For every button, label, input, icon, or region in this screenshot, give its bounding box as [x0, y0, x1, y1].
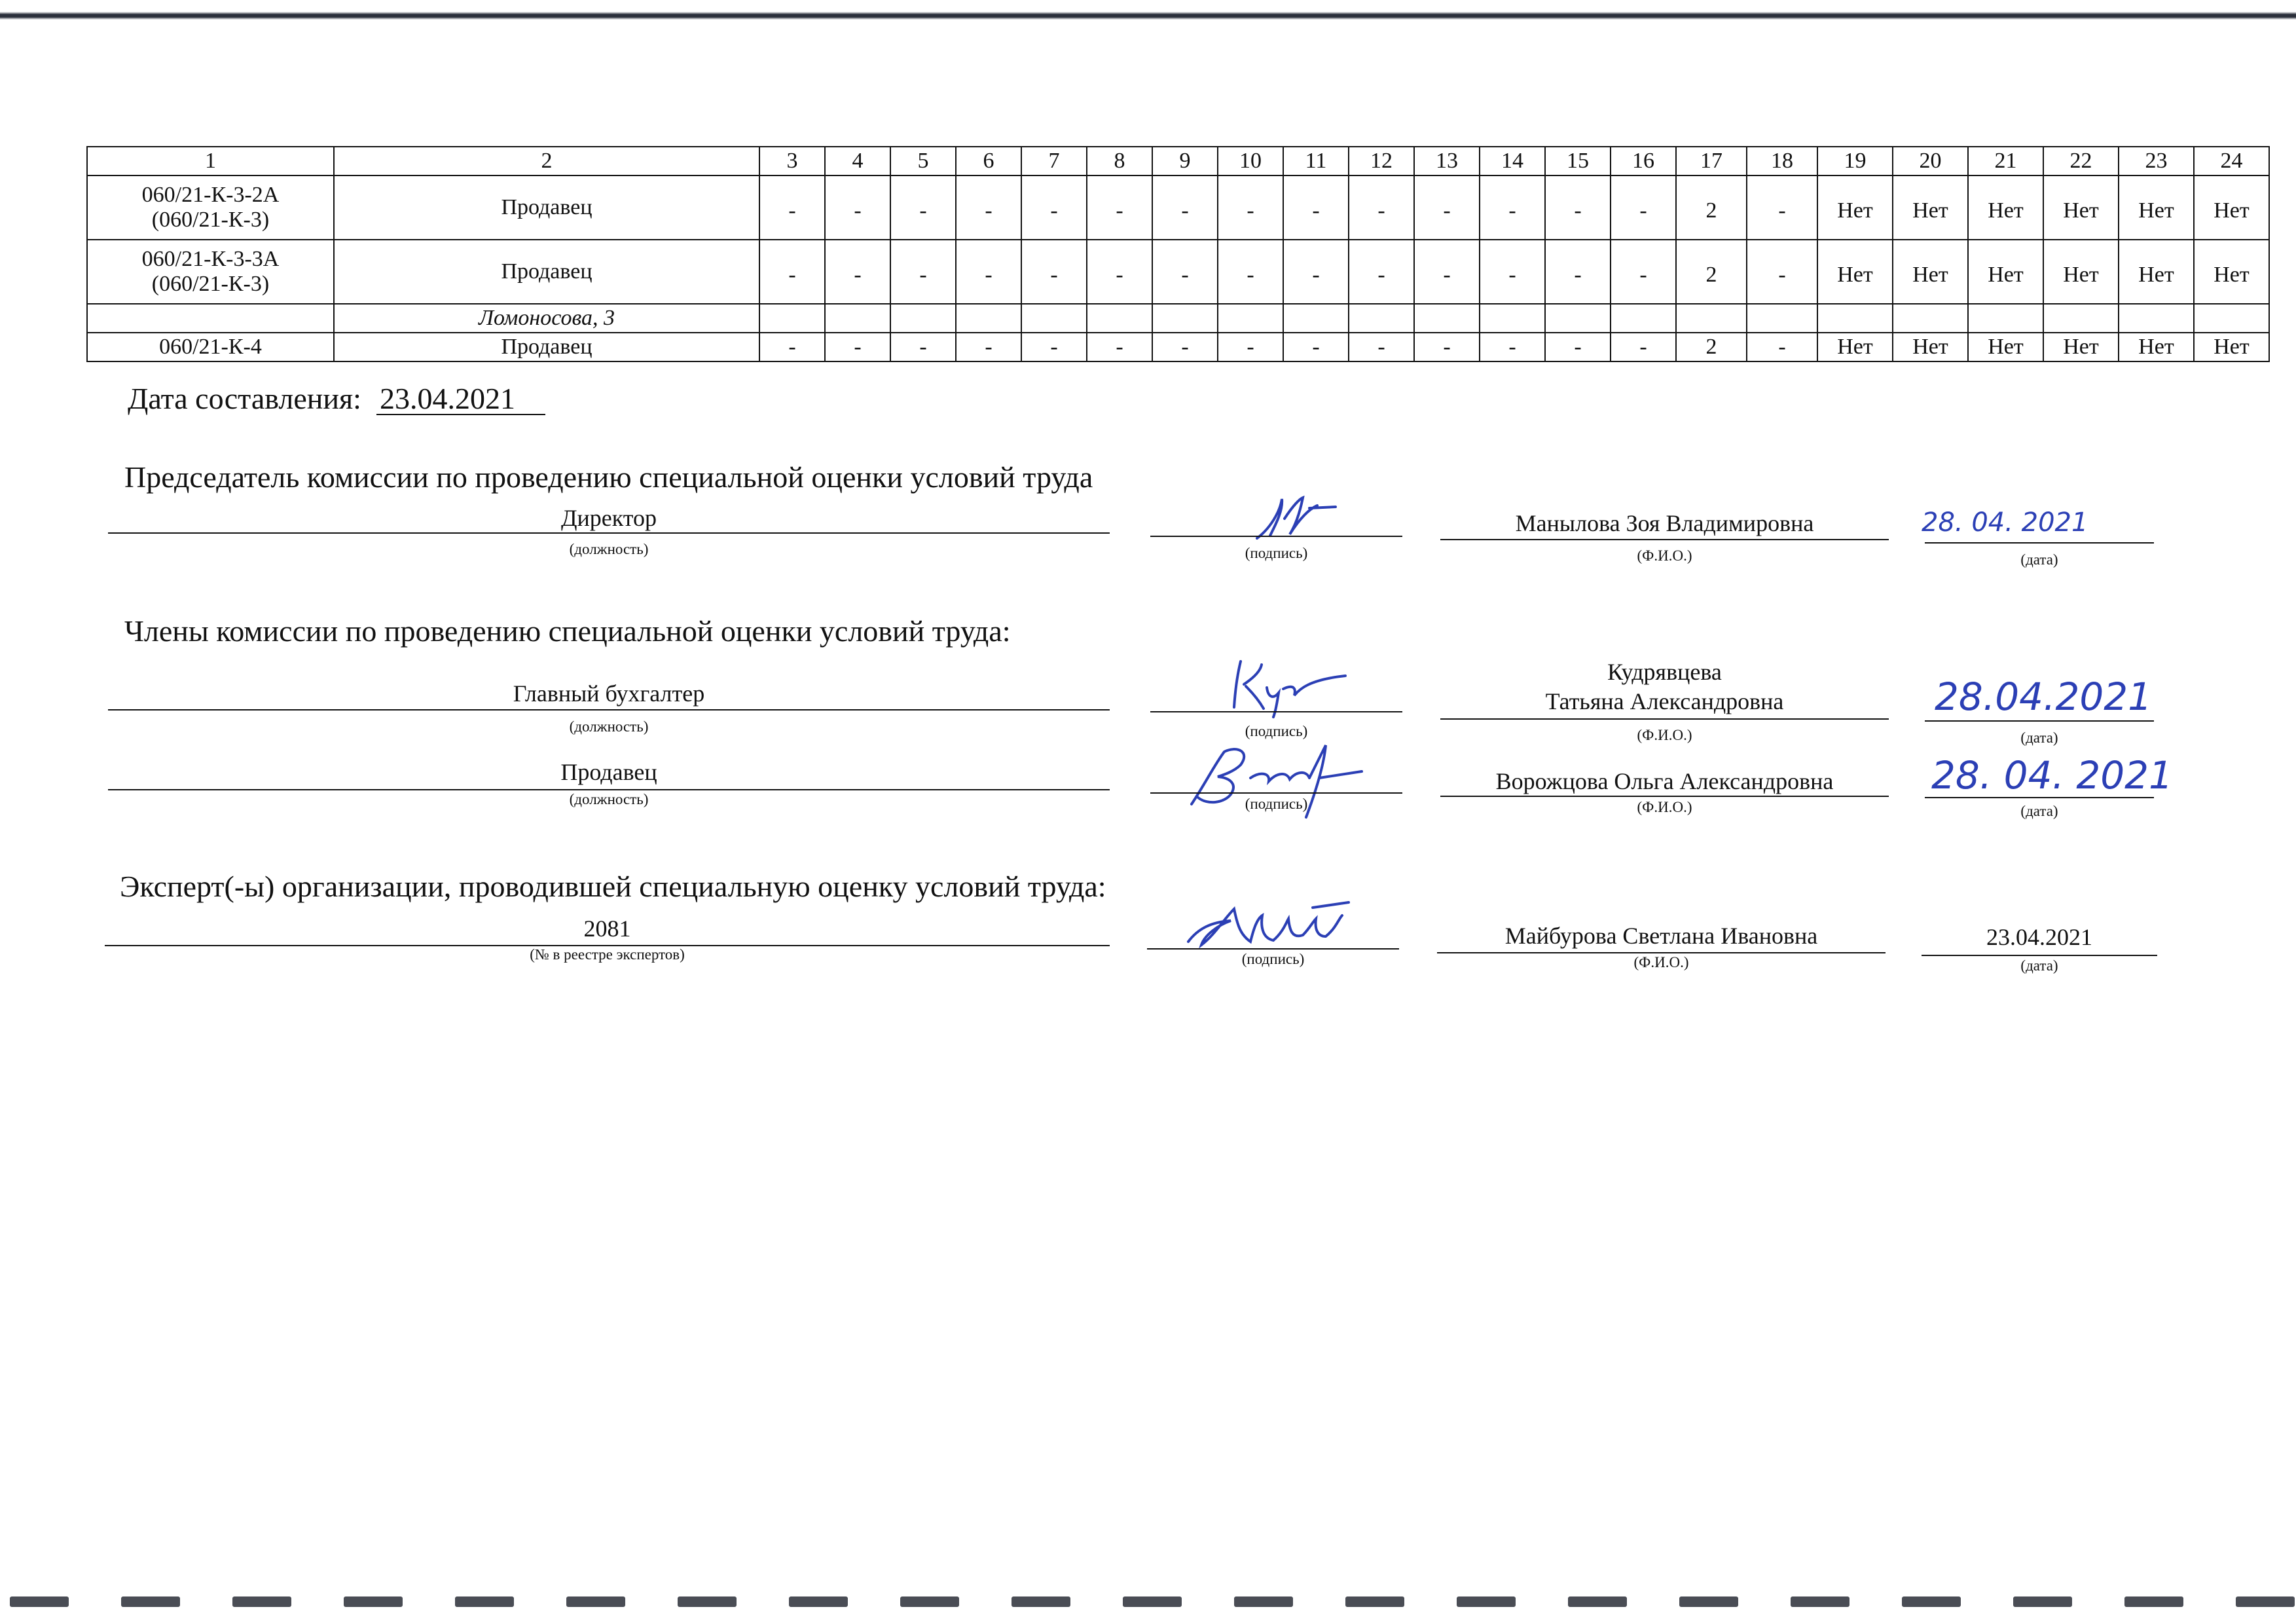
chair-signature-line — [1150, 536, 1402, 537]
expert-name-line — [1437, 952, 1886, 953]
table-cell: - — [956, 240, 1021, 304]
header-cell: 5 — [890, 147, 956, 175]
header-cell: 18 — [1747, 147, 1817, 175]
header-cell: 22 — [2043, 147, 2119, 175]
header-cell: 23 — [2119, 147, 2194, 175]
empty-cell — [1283, 304, 1349, 333]
table-cell: - — [1480, 175, 1545, 240]
expert-signature-caption: (подпись) — [1241, 951, 1305, 967]
table-cell: Нет — [1817, 240, 1893, 304]
header-cell: 3 — [759, 147, 825, 175]
empty-cell — [956, 304, 1021, 333]
table-cell: Нет — [2043, 240, 2119, 304]
empty-cell — [1218, 304, 1283, 333]
chair-signature — [1244, 492, 1342, 545]
empty-cell — [1349, 304, 1414, 333]
chair-date-line — [1925, 542, 2154, 544]
perforation-mark — [1234, 1596, 1293, 1607]
table-cell: - — [1414, 175, 1480, 240]
chair-name-line — [1440, 539, 1889, 540]
member1-signature-caption: (подпись) — [1245, 723, 1308, 739]
table-row — [87, 240, 2269, 304]
table-cell: - — [1152, 240, 1218, 304]
table-cell: - — [1152, 333, 1218, 361]
table-cell: - — [1218, 333, 1283, 361]
table-cell: Нет — [1968, 333, 2043, 361]
perforation-mark — [566, 1596, 625, 1607]
expert-date-line — [1922, 955, 2157, 956]
table-cell: - — [825, 333, 890, 361]
chair-date-handwritten: 28. 04. 2021 — [1922, 507, 2088, 538]
chair-position: Директор — [560, 505, 657, 531]
table-cell: - — [1747, 175, 1817, 240]
table-cell: Нет — [1893, 333, 1968, 361]
table-cell: - — [1349, 333, 1414, 361]
member1-position-caption: (должность) — [569, 718, 649, 735]
expert-fio-caption: (Ф.И.О.) — [1633, 954, 1689, 970]
empty-cell — [1087, 304, 1152, 333]
table-cell: Нет — [2043, 175, 2119, 240]
empty-cell — [1968, 304, 2043, 333]
header-cell: 21 — [1968, 147, 2043, 175]
header-cell: 7 — [1021, 147, 1087, 175]
member1-signature-line — [1150, 711, 1402, 712]
member1-name-line1: Кудрявцева — [1607, 659, 1722, 685]
header-cell: 14 — [1480, 147, 1545, 175]
chair-date-caption: (дата) — [2020, 551, 2058, 568]
empty-cell — [1414, 304, 1480, 333]
expert-signature — [1178, 889, 1375, 955]
member1-position: Главный бухгалтер — [513, 680, 705, 707]
perforation-mark — [1902, 1596, 1961, 1607]
header-cell: 10 — [1218, 147, 1283, 175]
expert-registry-caption: (№ в реестре экспертов) — [530, 946, 685, 963]
chair-signature-caption: (подпись) — [1245, 545, 1308, 561]
table-cell: - — [956, 175, 1021, 240]
empty-cell — [2194, 304, 2269, 333]
member2-fio-caption: (Ф.И.О.) — [1637, 799, 1692, 815]
perforation-mark — [232, 1596, 291, 1607]
member2-signature-line — [1150, 792, 1402, 794]
perforation-mark — [121, 1596, 180, 1607]
empty-cell — [1817, 304, 1893, 333]
table-cell: Нет — [2194, 240, 2269, 304]
table-cell: - — [1611, 175, 1676, 240]
empty-cell — [1611, 304, 1676, 333]
table-cell: - — [1545, 175, 1611, 240]
table-cell: - — [1152, 175, 1218, 240]
header-cell: 17 — [1676, 147, 1747, 175]
scan-bottom-perforation — [0, 1596, 2296, 1611]
table-cell: - — [1545, 333, 1611, 361]
perforation-mark — [344, 1596, 403, 1607]
table-cell: 2 — [1676, 333, 1747, 361]
table-cell: - — [1611, 240, 1676, 304]
table-cell: - — [890, 240, 956, 304]
table-cell: - — [1480, 333, 1545, 361]
header-cell: 16 — [1611, 147, 1676, 175]
workplace-code: 060/21-К-3-3А (060/21-К-3) — [87, 240, 334, 304]
table-cell: - — [956, 333, 1021, 361]
perforation-mark — [1123, 1596, 1182, 1607]
table-row — [87, 175, 2269, 240]
header-cell: 12 — [1349, 147, 1414, 175]
table-cell: - — [1021, 240, 1087, 304]
table-cell: - — [1747, 333, 1817, 361]
header-cell: 19 — [1817, 147, 1893, 175]
perforation-mark — [678, 1596, 737, 1607]
perforation-mark — [1457, 1596, 1516, 1607]
member2-date-handwritten: 28. 04. 2021 — [1931, 753, 2173, 798]
table-cell: 2 — [1676, 175, 1747, 240]
table-cell: - — [825, 175, 890, 240]
member1-date-handwritten: 28.04.2021 — [1935, 674, 2153, 719]
perforation-mark — [2013, 1596, 2072, 1607]
table-cell: - — [1283, 175, 1349, 240]
table-cell: - — [1414, 240, 1480, 304]
empty-cell — [1545, 304, 1611, 333]
table-row — [87, 333, 2269, 361]
table-cell: Нет — [1968, 240, 2043, 304]
section-code-cell — [87, 304, 334, 333]
table-cell: - — [759, 333, 825, 361]
perforation-mark — [1568, 1596, 1627, 1607]
compiled-date: 23.04.2021 — [380, 382, 515, 415]
header-cell: 20 — [1893, 147, 1968, 175]
perforation-mark — [1011, 1596, 1070, 1607]
table-cell: - — [890, 175, 956, 240]
header-cell: 24 — [2194, 147, 2269, 175]
expert-date: 23.04.2021 — [1986, 924, 2092, 950]
table-cell: Нет — [2119, 333, 2194, 361]
header-cell: 9 — [1152, 147, 1218, 175]
chair-position-line — [108, 532, 1110, 534]
table-cell: - — [890, 333, 956, 361]
expert-date-caption: (дата) — [2020, 957, 2058, 974]
perforation-mark — [10, 1596, 69, 1607]
table-cell: Нет — [1893, 240, 1968, 304]
header-row — [87, 147, 2269, 175]
table-cell: - — [759, 240, 825, 304]
compiled-date-rule — [376, 414, 545, 415]
empty-cell — [1747, 304, 1817, 333]
empty-cell — [1152, 304, 1218, 333]
job-title: Продавец — [334, 333, 759, 361]
empty-cell — [1676, 304, 1747, 333]
perforation-mark — [900, 1596, 959, 1607]
header-cell: 11 — [1283, 147, 1349, 175]
header-cell: 8 — [1087, 147, 1152, 175]
empty-cell — [1480, 304, 1545, 333]
table-cell: - — [1545, 240, 1611, 304]
empty-cell — [890, 304, 956, 333]
member2-date-line — [1925, 797, 2154, 798]
table-cell: - — [759, 175, 825, 240]
header-cell: 2 — [334, 147, 759, 175]
empty-cell — [2119, 304, 2194, 333]
scan-top-edge — [0, 0, 2296, 20]
table-cell: Нет — [1817, 175, 1893, 240]
table-cell: Нет — [1817, 333, 1893, 361]
empty-cell — [1893, 304, 1968, 333]
expert-name: Майбурова Светлана Ивановна — [1504, 923, 1818, 949]
chair-name: Манылова Зоя Владимировна — [1515, 510, 1814, 536]
member2-position-line — [108, 789, 1110, 790]
member2-position-caption: (должность) — [569, 791, 649, 807]
table-cell: Нет — [1893, 175, 1968, 240]
header-cell: 6 — [956, 147, 1021, 175]
expert-heading: Эксперт(-ы) организации, проводившей специальную оценку условий труда: — [120, 870, 1106, 903]
empty-cell — [825, 304, 890, 333]
member1-name-line — [1440, 718, 1889, 720]
table-cell: Нет — [2194, 333, 2269, 361]
section-address: Ломоносова, 3 — [334, 304, 759, 333]
member1-position-line — [108, 709, 1110, 710]
table-cell: Нет — [2119, 175, 2194, 240]
perforation-mark — [1791, 1596, 1850, 1607]
chair-heading: Председатель комиссии по проведению специальной оценки условий труда — [124, 460, 1093, 494]
empty-cell — [1021, 304, 1087, 333]
table-cell: - — [1087, 333, 1152, 361]
table-cell: - — [1218, 175, 1283, 240]
table-cell: - — [1218, 240, 1283, 304]
table-cell: - — [1021, 333, 1087, 361]
expert-registry-no: 2081 — [583, 915, 631, 942]
perforation-mark — [455, 1596, 514, 1607]
member2-position: Продавец — [560, 759, 657, 785]
table-cell: Нет — [2043, 333, 2119, 361]
table-cell: Нет — [2119, 240, 2194, 304]
members-heading: Члены комиссии по проведению специальной оценки условий труда: — [124, 614, 1011, 648]
table-cell: - — [1414, 333, 1480, 361]
member2-name-line — [1440, 796, 1889, 797]
header-cell: 13 — [1414, 147, 1480, 175]
member1-signature — [1221, 648, 1352, 720]
table-cell: - — [1087, 240, 1152, 304]
results-table — [86, 146, 2270, 362]
table-cell: - — [1283, 333, 1349, 361]
member2-date-caption: (дата) — [2020, 803, 2058, 819]
table-cell: 2 — [1676, 240, 1747, 304]
chair-position-caption: (должность) — [569, 541, 649, 557]
perforation-mark — [1679, 1596, 1738, 1607]
member1-date-caption: (дата) — [2020, 729, 2058, 746]
empty-cell — [2043, 304, 2119, 333]
expert-signature-line — [1147, 948, 1399, 950]
table-cell: - — [1480, 240, 1545, 304]
job-title: Продавец — [334, 175, 759, 240]
compiled-label: Дата составления: — [128, 382, 361, 415]
perforation-mark — [1345, 1596, 1404, 1607]
member1-date-line — [1925, 720, 2154, 722]
table-cell: - — [1283, 240, 1349, 304]
workplace-code: 060/21-К-3-2А (060/21-К-3) — [87, 175, 334, 240]
table-cell: - — [1087, 175, 1152, 240]
member1-name-line2: Татьяна Александровна — [1545, 688, 1784, 714]
table-cell: Нет — [1968, 175, 2043, 240]
member2-signature-caption: (подпись) — [1245, 796, 1308, 812]
header-cell: 4 — [825, 147, 890, 175]
perforation-mark — [2124, 1596, 2183, 1607]
workplace-code: 060/21-К-4 — [87, 333, 334, 361]
table-cell: - — [1021, 175, 1087, 240]
table-cell: Нет — [2194, 175, 2269, 240]
table-cell: - — [1611, 333, 1676, 361]
perforation-mark — [789, 1596, 848, 1607]
empty-cell — [759, 304, 825, 333]
member1-fio-caption: (Ф.И.О.) — [1637, 727, 1692, 743]
job-title: Продавец — [334, 240, 759, 304]
table-cell: - — [825, 240, 890, 304]
table-cell: - — [1349, 175, 1414, 240]
table-cell: - — [1747, 240, 1817, 304]
member2-name: Ворожцова Ольга Александровна — [1495, 768, 1834, 794]
table-cell: - — [1349, 240, 1414, 304]
header-cell: 15 — [1545, 147, 1611, 175]
perforation-mark — [2236, 1596, 2295, 1607]
section-row — [87, 304, 2269, 333]
header-cell: 1 — [87, 147, 334, 175]
chair-fio-caption: (Ф.И.О.) — [1637, 547, 1692, 564]
